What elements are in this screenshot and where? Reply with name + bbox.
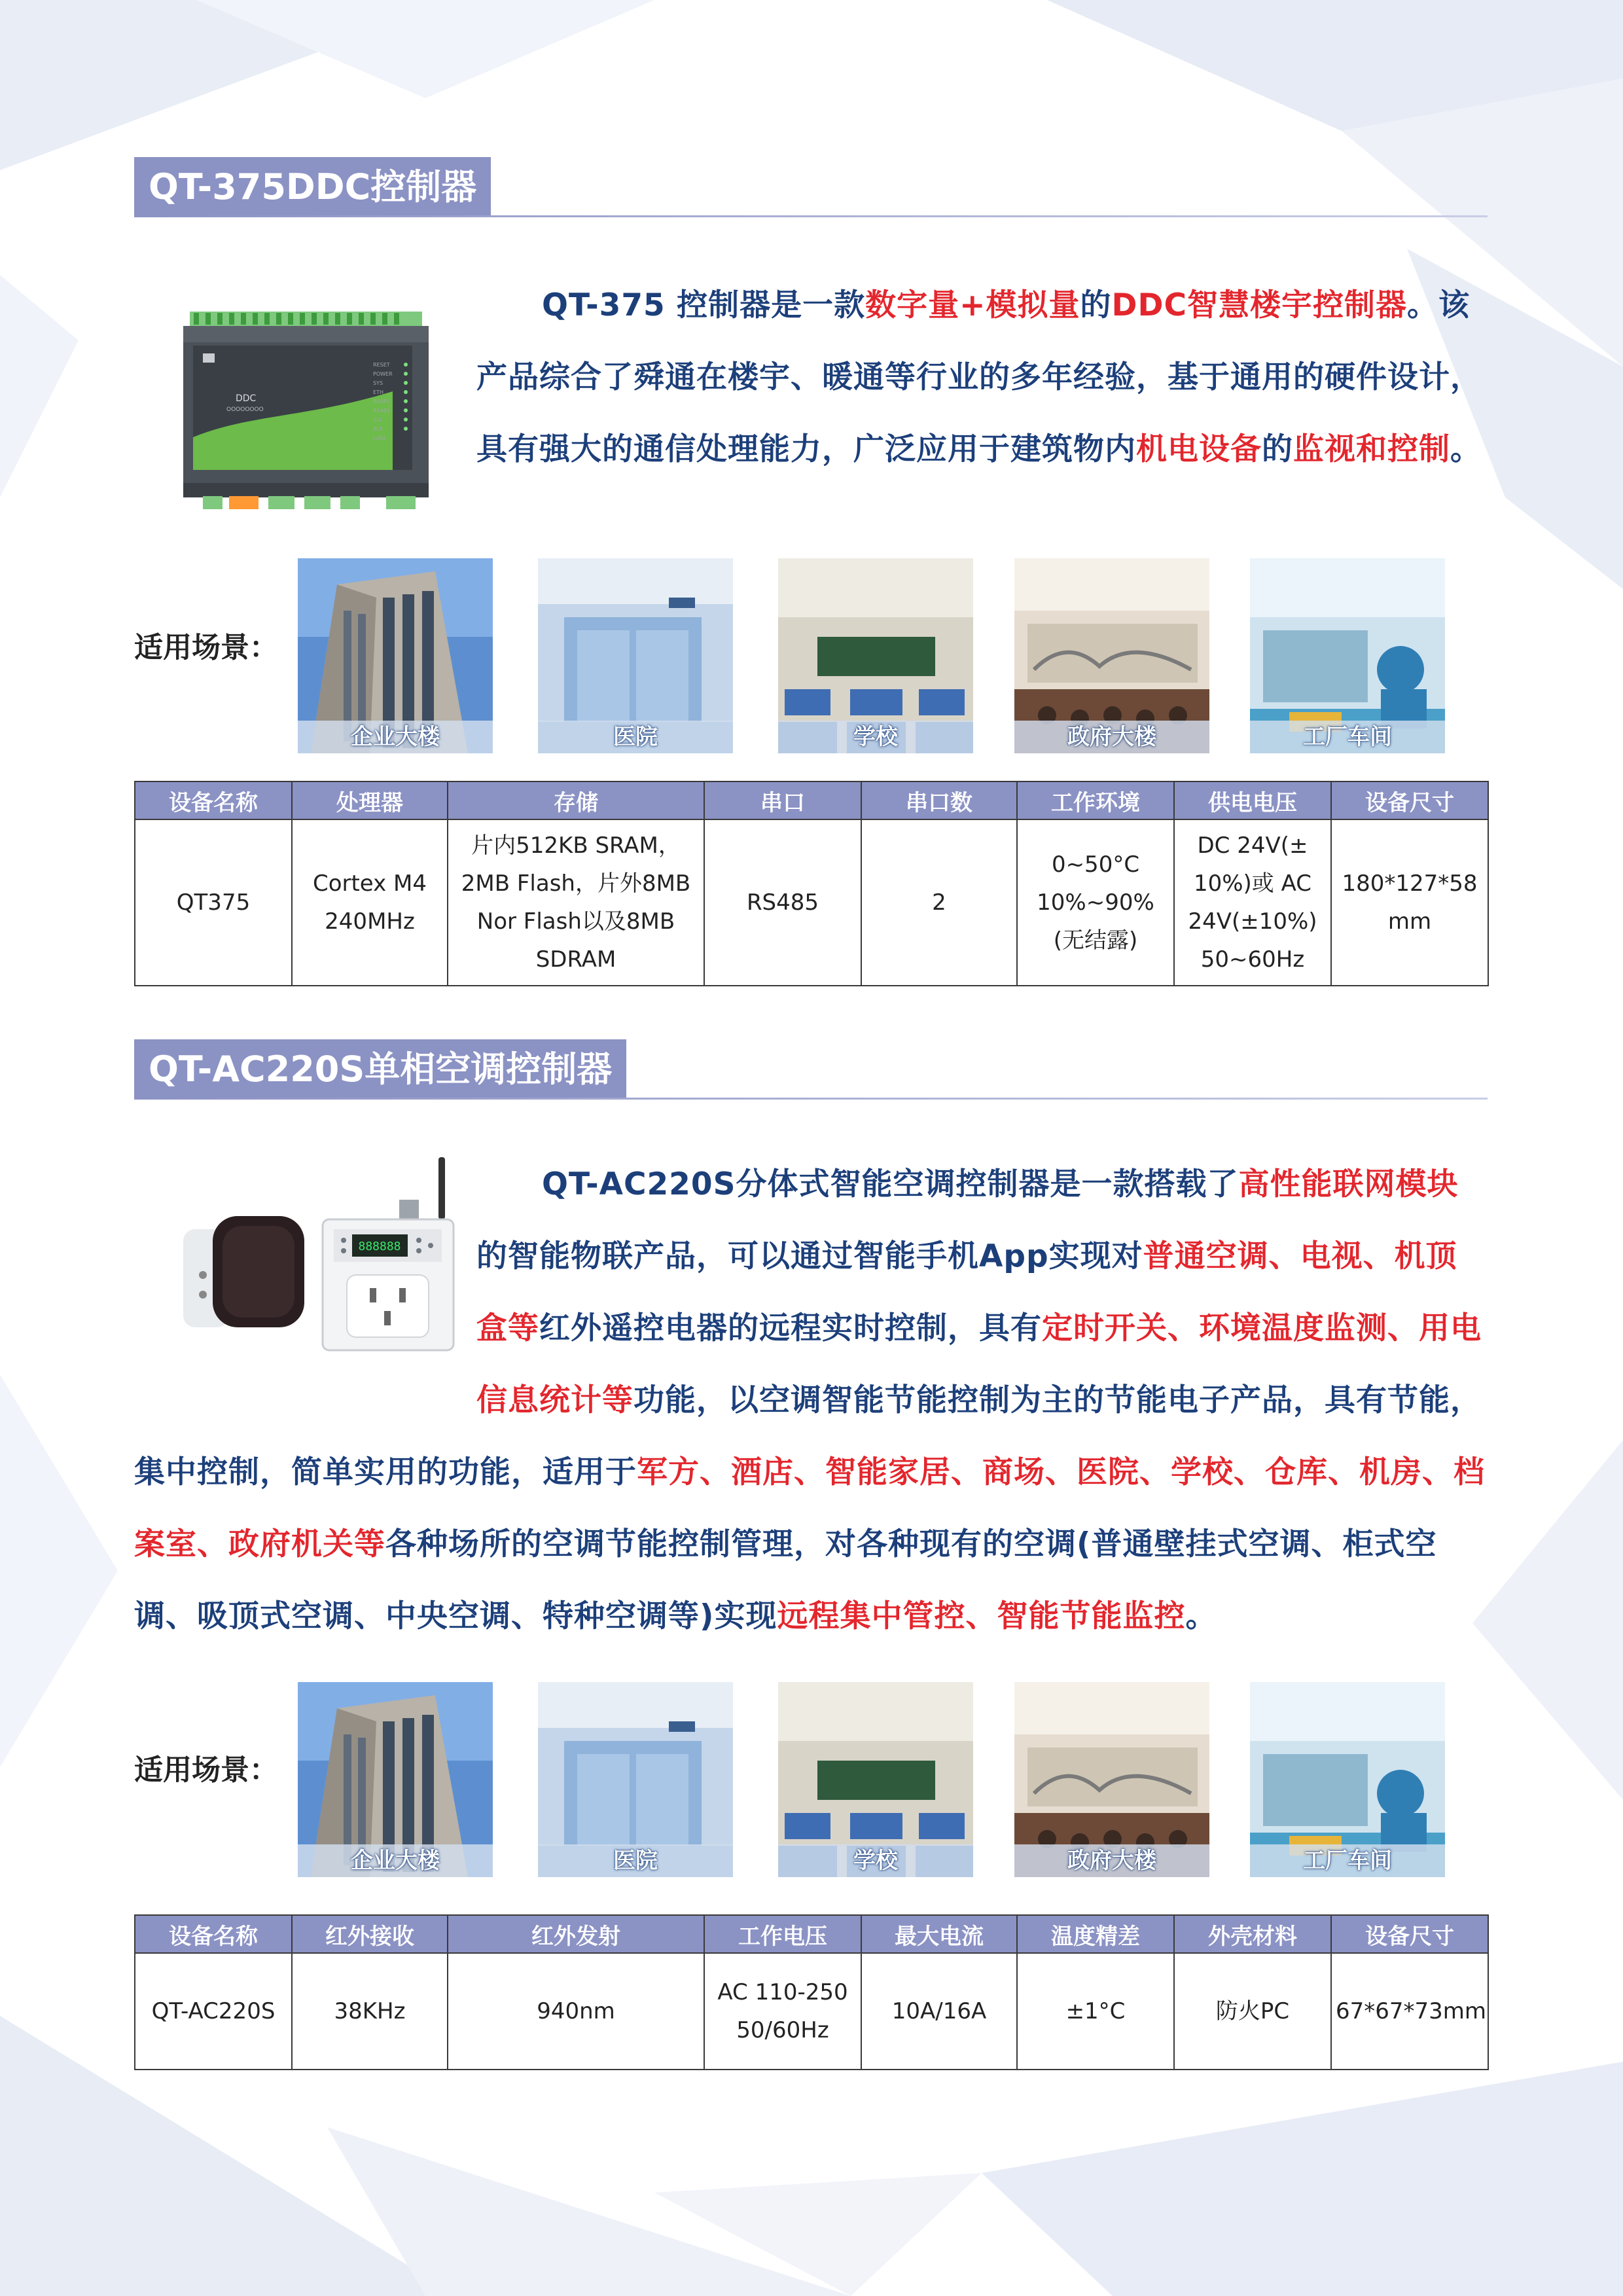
scene-photo-government-building [1014, 1682, 1209, 1877]
cell-line: Cortex M4 [312, 870, 427, 897]
cell-line: RS485 [746, 889, 819, 916]
table-cell [861, 819, 1017, 986]
column-header: 工作环境 [1017, 781, 1174, 819]
intro-highlight: 数字量+模拟量 [865, 287, 1080, 323]
cell-line: 0~50°C [1051, 852, 1140, 878]
scene-photo-school [778, 558, 973, 753]
scene-caption: 工厂车间 [1250, 721, 1445, 753]
cell-line: 38KHz [334, 1998, 406, 2024]
table-cell [1174, 1953, 1331, 2070]
scene-caption: 医院 [538, 1844, 733, 1877]
cell-line: (无结露) [1053, 927, 1138, 954]
table-cell [448, 819, 704, 986]
scene-label: 适用场景： [134, 631, 278, 664]
cell-line: 10%~90% [1037, 889, 1154, 916]
svg-text:RESET: RESET [373, 362, 390, 368]
scene-caption: 学校 [778, 721, 973, 753]
table-cell [1331, 819, 1488, 986]
cell-line: 50/60Hz [736, 2017, 829, 2043]
svg-text:POWER: POWER [373, 371, 393, 377]
scene-caption: 学校 [778, 1844, 973, 1877]
cell-line: AC 110-250 [717, 1979, 848, 2005]
scene-photo-government-building [1014, 558, 1209, 753]
scene-label: 适用场景： [134, 1753, 278, 1787]
column-header: 串口 [704, 781, 861, 819]
svg-text:IO1: IO1 [373, 417, 382, 423]
intro-segment: 的 [1262, 431, 1293, 467]
intro-segment: 的智能物联产品，可以通过智能手机App实现对 [476, 1238, 1143, 1274]
intro-segment: 。 [1450, 431, 1482, 467]
scene-photo-hospital [538, 558, 733, 753]
scene-photo-hospital [538, 1682, 733, 1877]
intro-segment: 。该产品综合了舜通在楼宇、暖通等行业的多年经验，基于通用的硬件设计，具有强大的通信处理能力，广泛应用于建筑物内 [476, 287, 1482, 467]
column-header: 工作电压 [704, 1915, 861, 1953]
table-cell [861, 1953, 1017, 2070]
section-divider [134, 1098, 1488, 1100]
column-header: 外壳材料 [1174, 1915, 1331, 1953]
table-cell [1331, 1953, 1488, 2070]
cell-line: Nor Flash以及8MB [476, 908, 675, 935]
column-header: 存储 [448, 781, 704, 819]
intro-highlight: 远程集中管控、智能节能监控 [777, 1598, 1186, 1634]
svg-text:RS485: RS485 [373, 408, 390, 414]
intro-segment: 功能，以空调智能节能控制为主的节能电子产品，具有节能，集中控制，简单实用的功能，适用于 [134, 1382, 1482, 1490]
image-float-spacer [134, 1149, 476, 1437]
cell-line: 67*67*73mm [1336, 1998, 1487, 2024]
device-label: DDC [236, 393, 257, 404]
scene-caption: 企业大楼 [298, 1844, 493, 1877]
svg-text:ETH: ETH [373, 389, 383, 395]
column-header: 串口数 [861, 781, 1017, 819]
table-cell [135, 1953, 292, 2070]
cell-line: SDRAM [535, 946, 616, 973]
intro-segment: 的 [1080, 287, 1112, 323]
intro-highlight: 监视和控制 [1293, 431, 1450, 467]
column-header: 红外发射 [448, 1915, 704, 1953]
cell-line: 50~60Hz [1200, 946, 1305, 973]
svg-text:SYS: SYS [373, 380, 383, 386]
column-header: 设备名称 [135, 1915, 292, 1953]
table-cell [135, 819, 292, 986]
scene-photo-office-building [298, 1682, 493, 1877]
intro-highlight: DDC智慧楼宇控制器 [1111, 287, 1408, 323]
lcd-display: 888888 [358, 1240, 401, 1253]
intro-segment: 各种场所的空调节能控制管理，对各种现有的空调(普通壁挂式空调、柜式空调、吸顶式空调、中央空调、特种空调等)实现 [134, 1526, 1437, 1634]
scene-caption: 医院 [538, 721, 733, 753]
ddc-controller-image [177, 306, 435, 514]
intro-highlight: 定时开关、环境温度监测、用电信息统计等 [476, 1310, 1482, 1418]
table-row [135, 1953, 1488, 2070]
table-cell [1017, 1953, 1174, 2070]
table-cell [1017, 819, 1174, 986]
svg-text:OOOOOOOO: OOOOOOOO [226, 406, 264, 413]
column-header: 设备名称 [135, 781, 292, 819]
table-cell [704, 819, 861, 986]
column-header: 设备尺寸 [1331, 1915, 1488, 1953]
cell-line: 180*127*58 [1342, 870, 1478, 897]
cell-line: 2MB Flash，片外8MB [461, 870, 691, 897]
scene-caption: 政府大楼 [1014, 1844, 1209, 1877]
svg-text:RS485: RS485 [373, 399, 390, 404]
section-title: QT-375DDC控制器 [134, 157, 491, 217]
intro-segment: 。 [1185, 1598, 1217, 1634]
table-header-row [135, 1915, 1488, 1953]
intro-segment: QT-AC220S分体式智能空调控制器是一款搭载了 [542, 1166, 1239, 1202]
cell-line: 片内512KB SRAM， [471, 833, 681, 859]
cell-line: DC 24V(± [1197, 833, 1308, 859]
scene-caption: 工厂车间 [1250, 1844, 1445, 1877]
scene-photo-school [778, 1682, 973, 1877]
cell-line: QT375 [176, 889, 251, 916]
section1-intro [476, 270, 1488, 486]
intro-highlight: 普通空调、电视、机顶盒等 [476, 1238, 1457, 1346]
intro-highlight: 机电设备 [1136, 431, 1262, 467]
cell-line: 940nm [537, 1998, 615, 2024]
cell-line: 防火PC [1215, 1998, 1290, 2024]
cell-line: ±1°C [1065, 1998, 1126, 2024]
table-cell [1174, 819, 1331, 986]
table-cell [292, 819, 448, 986]
table-header-row [135, 781, 1488, 819]
column-header: 温度精差 [1017, 1915, 1174, 1953]
cell-line: QT-AC220S [151, 1998, 276, 2024]
table-cell [448, 1953, 704, 2070]
svg-text:LoRa: LoRa [373, 435, 386, 441]
scene-photo-factory [1250, 558, 1445, 753]
table-cell [704, 1953, 861, 2070]
intro-highlight: 军方、酒店、智能家居、商场、医院、学校、仓库、机房、档案室、政府机关等 [134, 1454, 1485, 1562]
cell-line: 2 [932, 889, 946, 916]
intro-segment: 红外遥控电器的远程实时控制，具有 [539, 1310, 1042, 1346]
cell-line: 10A/16A [891, 1998, 987, 2024]
column-header: 处理器 [292, 781, 448, 819]
scene-caption: 企业大楼 [298, 721, 493, 753]
section-divider [134, 215, 1488, 217]
intro-highlight: 高性能联网模块 [1238, 1166, 1459, 1202]
table-row [135, 819, 1488, 986]
cell-line: 24V(±10%) [1188, 908, 1317, 935]
section-title: QT-AC220S单相空调控制器 [134, 1039, 626, 1100]
scene-caption: 政府大楼 [1014, 721, 1209, 753]
table-cell [292, 1953, 448, 2070]
intro-segment: QT-375 控制器是一款 [542, 287, 866, 323]
svg-text:BLE: BLE [373, 426, 383, 432]
cell-line: 10%)或 AC [1193, 870, 1312, 897]
column-header: 供电电压 [1174, 781, 1331, 819]
section2-intro [134, 1149, 1488, 1653]
scene-photo-factory [1250, 1682, 1445, 1877]
column-header: 最大电流 [861, 1915, 1017, 1953]
qt375-spec-table [134, 781, 1489, 986]
cell-line: 240MHz [325, 908, 415, 935]
column-header: 设备尺寸 [1331, 781, 1488, 819]
column-header: 红外接收 [292, 1915, 448, 1953]
qtac220s-spec-table [134, 1914, 1489, 2070]
scene-photo-office-building [298, 558, 493, 753]
cell-line: mm [1387, 908, 1432, 935]
